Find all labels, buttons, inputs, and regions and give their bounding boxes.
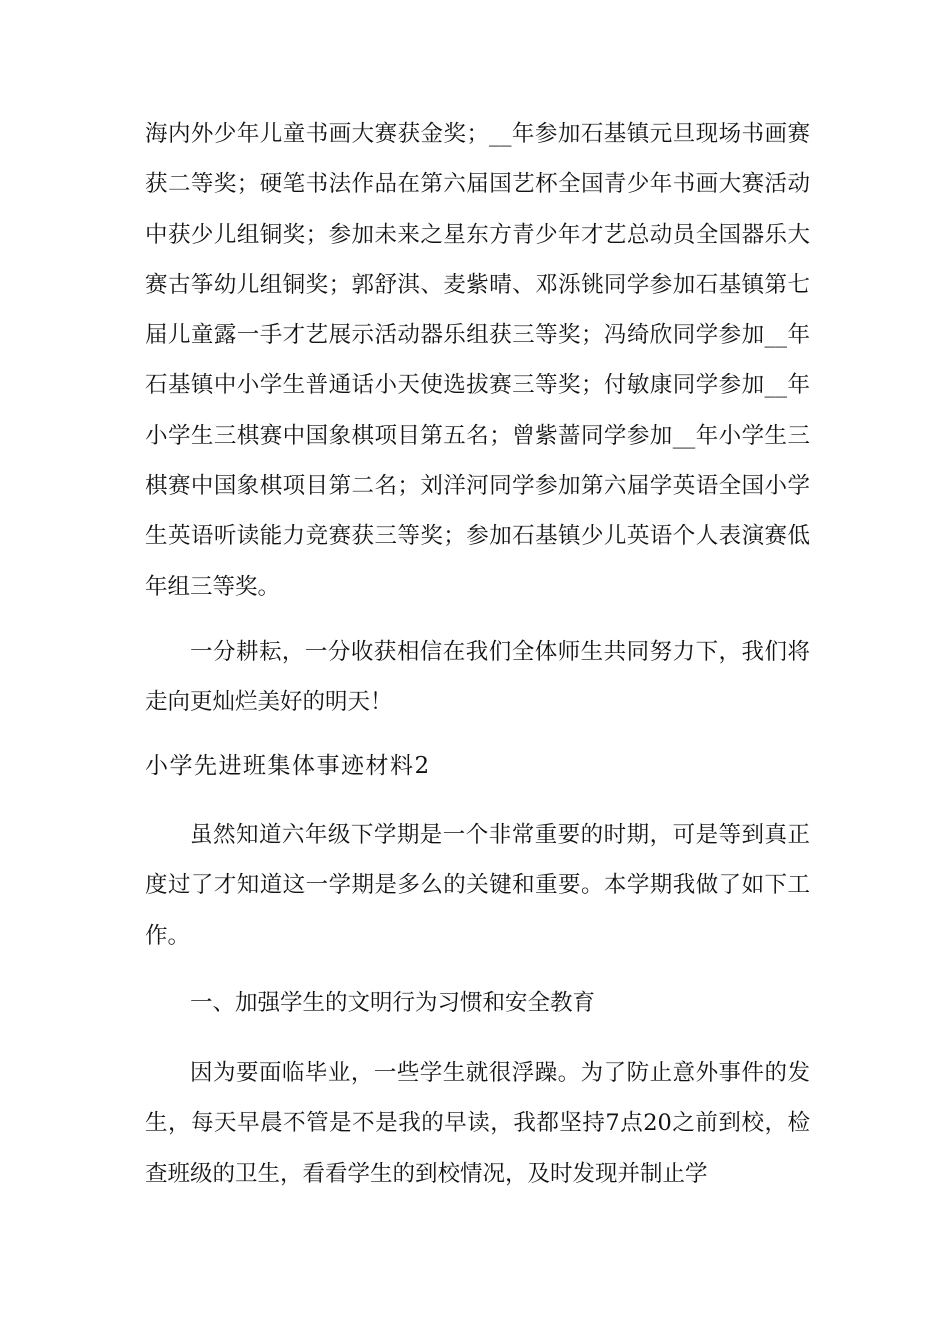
section-heading: 小学先进班集体事迹材料2: [145, 753, 431, 779]
body-paragraph-intro: 虽然知道六年级下学期是一个非常重要的时期，可是等到真正度过了才知道这一学期是多么的关键和重要。本学期我做了如下工作。: [145, 822, 810, 949]
body-paragraph-awards: 海内外少年儿童书画大赛获金奖；__年参加石基镇元旦现场书画赛获二等奖；硬笔书法作品在第六届国艺杯全国青少年书画大赛活动中获少儿组铜奖；参加未来之星东方青少年才艺总动员全国器乐大赛古筝幼儿组铜奖；郭舒淇、麦紫晴、邓泺铫同学参加石基镇第七届儿童露一手才艺展示活动器乐组获三等奖；冯绮欣同学参加__年石基镇中小学生普通话小天使选拔赛三等奖；付敏康同学参加__年小学生三棋赛中国象棋项目第五名；曾紫蔷同学参加__年小学生三棋赛中国象棋项目第二名；刘洋河同学参加第六届学英语全国小学生英语听读能力竞赛获三等奖；参加石基镇少儿英语个人表演赛低年组三等奖。: [145, 121, 810, 600]
body-paragraph-closing: 一分耕耘，一分收获相信在我们全体师生共同努力下，我们将走向更灿烂美好的明天！: [145, 639, 810, 716]
subsection-heading: 一、加强学生的文明行为习惯和安全教育: [190, 990, 596, 1016]
body-paragraph-safety: 因为要面临毕业，一些学生就很浮躁。为了防止意外事件的发生，每天早晨不管是不是我的早读，我都坚持7点20之前到校，检查班级的卫生，看看学生的到校情况，及时发现并制止学: [145, 1060, 810, 1187]
